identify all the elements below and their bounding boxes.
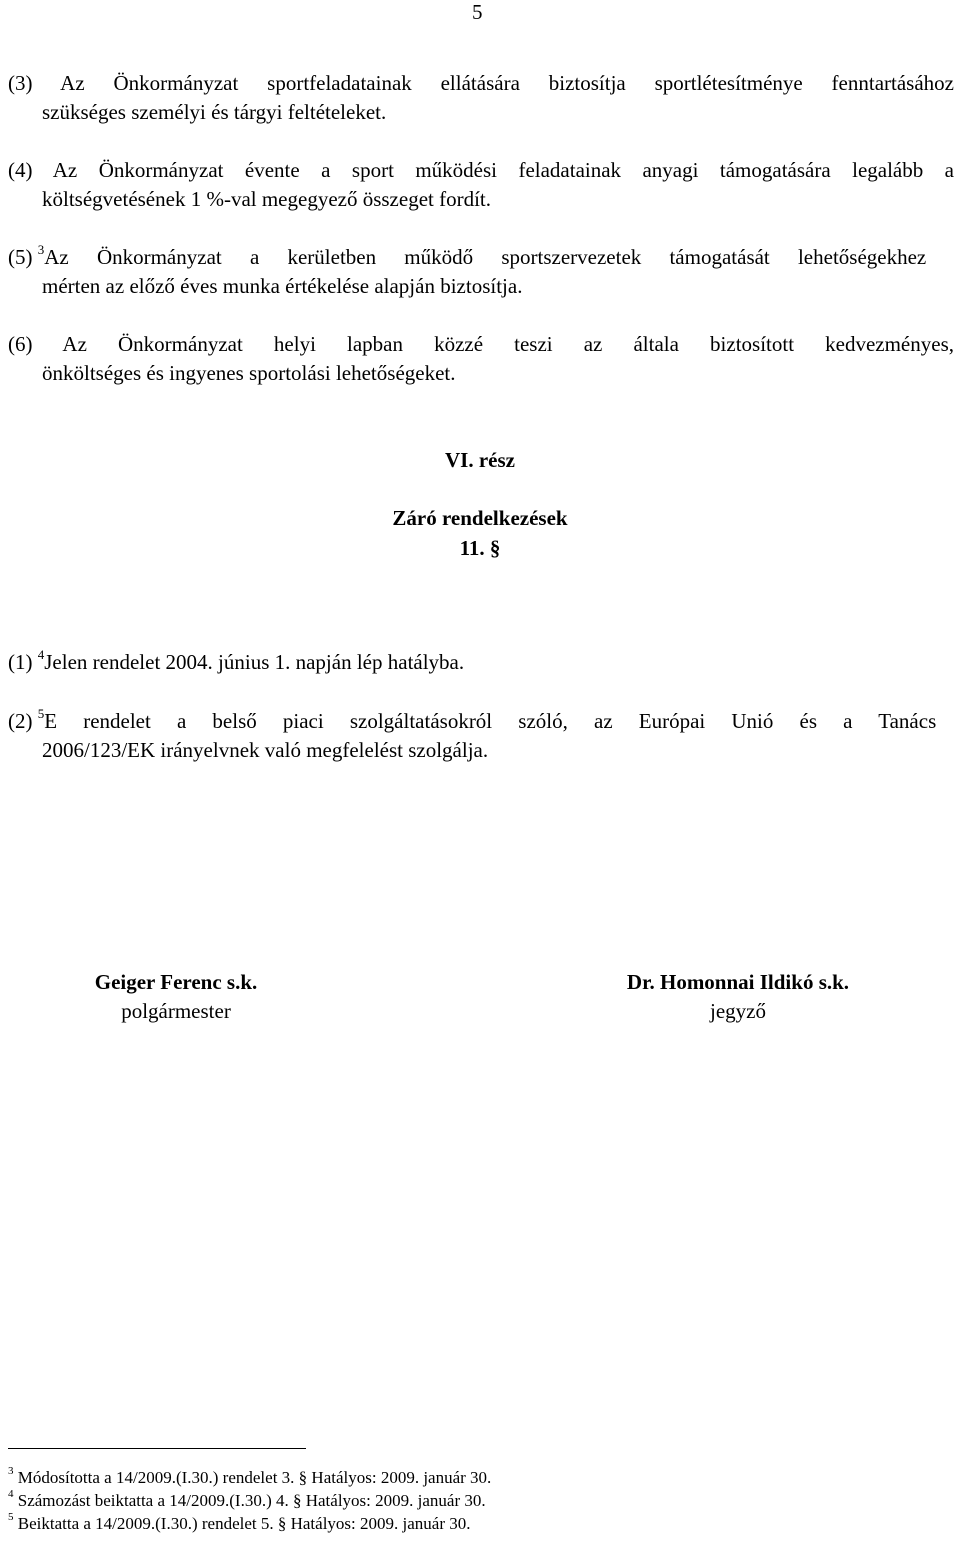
closing-paragraph-1-line xyxy=(8,648,954,677)
footnote-4-text: Számozást beiktatta a 14/2009.(I.30.) 4. § Hatályos: 2009. január 30. xyxy=(17,1491,486,1510)
paragraph-3 xyxy=(8,69,954,127)
closing-paragraph-2-line-1 xyxy=(8,707,954,736)
signature-mayor-name: Geiger Ferenc s.k. xyxy=(94,970,258,994)
signature-notary xyxy=(578,968,898,1026)
footnote-3-number: 3 xyxy=(8,1465,14,1478)
footnote-ref-5[interactable]: 5 xyxy=(37,706,45,721)
closing-paragraph-2-prefix: (2) xyxy=(8,709,33,733)
paragraph-5-prefix: (5) xyxy=(8,245,33,269)
paragraph-6-line-2: önköltséges és ingyenes sportolási lehetőségeket. xyxy=(42,361,456,385)
footnote-5 xyxy=(8,1513,471,1535)
paragraph-4 xyxy=(8,156,954,214)
footnote-3 xyxy=(8,1467,491,1489)
footnote-5-text: Beiktatta a 14/2009.(I.30.) rendelet 5. § Hatályos: 2009. január 30. xyxy=(17,1514,471,1533)
section-title: Záró rendelkezések xyxy=(392,506,568,530)
paragraph-3-line-2: szükséges személyi és tárgyi feltételeket. xyxy=(42,100,387,124)
closing-paragraph-2 xyxy=(8,707,954,765)
paragraph-3-line-1: (3) Az Önkormányzat sportfeladatainak ellátására biztosítja sportlétesítménye fenntartásához xyxy=(8,71,954,95)
paragraph-4-line-1: (4) Az Önkormányzat évente a sport működési feladatainak anyagi támogatására legalább a xyxy=(8,158,954,182)
paragraph-4-line-2: költségvetésének 1 %-val megegyező összeget fordít. xyxy=(42,187,492,211)
signature-mayor-role: polgármester xyxy=(121,999,231,1023)
footnote-5-number: 5 xyxy=(8,1511,14,1524)
part-heading: VI. rész xyxy=(445,448,515,472)
page-number: 5 xyxy=(472,0,483,24)
signature-notary-name: Dr. Homonnai Ildikó s.k. xyxy=(626,970,850,994)
footnote-4 xyxy=(8,1490,486,1512)
paragraph-5-text: Az Önkormányzat a kerületben működő sportszervezetek támogatását lehetőségekhez xyxy=(44,245,927,269)
closing-paragraph-2-line-2: 2006/123/EK irányelvnek való megfelelést szolgálja. xyxy=(42,738,489,762)
footnote-4-number: 4 xyxy=(8,1488,14,1501)
paragraph-5 xyxy=(8,243,954,301)
paragraph-mark-heading: 11. § xyxy=(459,536,501,560)
footnote-ref-4[interactable]: 4 xyxy=(37,647,45,662)
paragraph-6 xyxy=(8,330,954,388)
signature-notary-role: jegyző xyxy=(710,999,766,1023)
closing-paragraph-2-text: E rendelet a belső piaci szolgáltatásokról szóló, az Európai Unió és a Tanács xyxy=(44,709,937,733)
paragraph-5-line-1 xyxy=(8,243,954,272)
footnote-separator xyxy=(8,1448,306,1449)
paragraph-6-line-1: (6) Az Önkormányzat helyi lapban közzé teszi az általa biztosított kedvezményes, xyxy=(8,332,954,356)
footnote-ref-3[interactable]: 3 xyxy=(37,242,45,257)
closing-paragraph-1-prefix: (1) xyxy=(8,650,33,674)
closing-paragraph-1-text: Jelen rendelet 2004. június 1. napján lép hatályba. xyxy=(44,650,465,674)
closing-paragraph-1 xyxy=(8,648,954,677)
footnote-3-text: Módosította a 14/2009.(I.30.) rendelet 3. § Hatályos: 2009. január 30. xyxy=(17,1468,492,1487)
paragraph-5-line-2: mérten az előző éves munka értékelése alapján biztosítja. xyxy=(42,274,523,298)
signature-mayor xyxy=(46,968,306,1026)
